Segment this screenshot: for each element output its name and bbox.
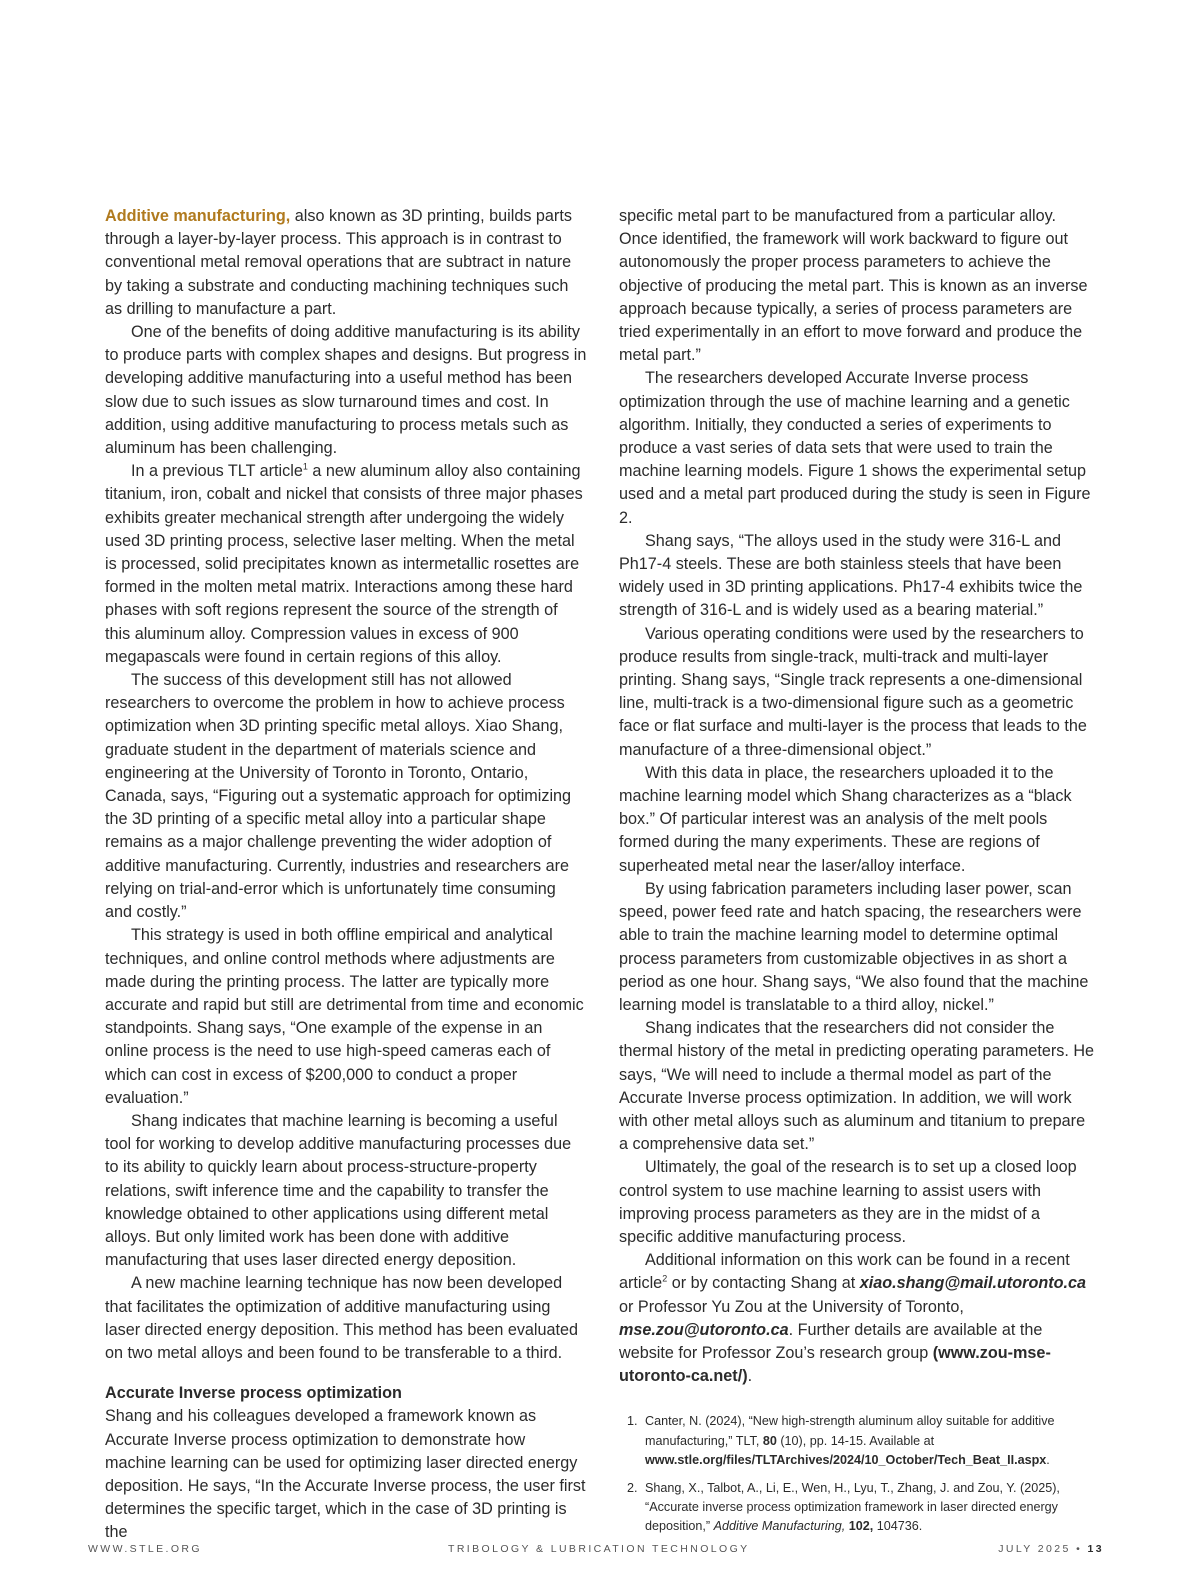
paragraph: specific metal part to be manufactured from a particular alloy. Once identified, the framework will work backward to figure out autonomously the proper process parameters to achieve the objective of producing the metal part. This is known as an inverse approach because typically, a series of process parameters are tried experimentally in an effort to move forward and produce the metal part.” (619, 207, 1088, 365)
paragraph: Shang indicates that the researchers did not consider the thermal history of the metal in predicting operating parameters. He says, “We will need to include a thermal model as part of the Accurate Inverse process optimization. In addition, we will work with other metal alloys such as aluminum and titanium to prepare a comprehensive data set.” (619, 1019, 1095, 1154)
paragraph: A new machine learning technique has now been developed that facilitates the optimization of additive manufacturing using laser directed energy deposition. This method has been evaluated on two metal alloys and been found to be transferable to a third. (105, 1274, 579, 1362)
paragraph: Ultimately, the goal of the research is to set up a closed loop control system to use machine learning to assist users with improving process parameters as they are in the midst of a specific additive manufacturing process. (619, 1158, 1077, 1246)
reference-number: 1. (627, 1414, 638, 1429)
page-footer (88, 1543, 1104, 1557)
paragraph: Various operating conditions were used by the researchers to produce results from single-track, multi-track and multi-layer printing. Shang says, “Single track represents a one-dimensional line, multi-track is a two-dimensional figure such as a geometric face or flat surface and multi-layer is the process that leads to the manufacture of a three-dimensional object.” (619, 624, 1087, 759)
reference-item (619, 1412, 1097, 1470)
paragraph: This strategy is used in both offline empirical and analytical techniques, and online control methods where adjustments are made during the printing process. The latter are typically more accurate and rapid but still are detrimental from time and economic standpoints. Shang says, “One example of the expense in an online process is the need to use high-speed cameras each of which can cost in excess of $200,000 to conduct a proper evaluation.” (105, 926, 584, 1107)
paragraph: Shang and his colleagues developed a framework known as Accurate Inverse process optimization to demonstrate how machine learning can be used for optimizing laser directed energy deposition. He says, “In the Accurate Inverse process, the user first determines the specific target, which in the case of 3D printing is the (105, 1407, 586, 1542)
footer-website: WWW.STLE.ORG (88, 1543, 202, 1555)
reference-item (619, 1479, 1097, 1537)
lead-in-text: Additive manufacturing, (105, 207, 291, 225)
email-link-shang[interactable]: xiao.shang@mail.utoronto.ca (859, 1274, 1087, 1293)
reference-number: 2. (627, 1480, 638, 1495)
footnote-marker: 1 (302, 461, 308, 472)
journal-name: Additive Manufacturing, (713, 1519, 846, 1534)
footnote-marker: 2 (662, 1273, 668, 1284)
references-list (619, 1412, 1097, 1536)
paragraph: By using fabrication parameters including laser power, scan speed, power feed rate and hatch spacing, the researchers were able to train the machine learning model to determine optimal process parameters from customizable objectives in as short a period as one hour. Shang says, “We also found that the machine learning model is translatable to a third alloy, nickel.” (619, 879, 1089, 1014)
paragraph: Shang says, “The alloys used in the study were 316-L and Ph17-4 steels. These are both stainless steels that have been widely used in 3D printing applications. Ph17-4 exhibits twice the strength of 316-L and is widely used as a bearing material.” (619, 531, 1083, 620)
paragraph: Additive manufacturing, also known as 3D printing, builds parts through a layer-by-layer process. This approach is in contrast to conventional metal removal operations that are subtract in nature by taking a substrate and conducting machining techniques such as drilling to manufacture a part. (105, 207, 572, 318)
email-link-zou[interactable]: mse.zou@utoronto.ca (619, 1320, 789, 1339)
paragraph: The researchers developed Accurate Inverse process optimization through the use of machine learning and a genetic algorithm. Initially, they conducted a series of experiments to produce a vast series of data sets that were used to train the machine learning models. Figure 1 shows the experimental setup used and a metal part produced during the study is seen in Figure 2. (619, 369, 1091, 527)
paragraph: The success of this development still has not allowed researchers to overcome the problem in how to achieve process optimization when 3D printing specific metal alloys. Xiao Shang, graduate student in the department of materials science and engineering at the University of Toronto in Toronto, Ontario, Canada, says, “Figuring out a systematic approach for optimizing the 3D printing of a specific metal alloy into a particular shape remains as a major challenge preventing the wider adoption of additive manufacturing. Currently, industries and researchers are relying on trial-and-error which is unfortunately time consuming and costly.” (105, 671, 572, 922)
page-number: 13 (1087, 1543, 1104, 1555)
paragraph: One of the benefits of doing additive manufacturing is its ability to produce parts with complex shapes and designs. But progress in developing additive manufacturing into a useful method has been slow due to such issues as slow turnaround times and cost. In addition, using additive manufacturing to process metals such as aluminum has been challenging. (105, 323, 587, 458)
right-column (619, 205, 1097, 1545)
reference-text: Shang, X., Talbot, A., Li, E., Wen, H., Lyu, T., Zhang, J. and Zou, Y. (2025), “Accurate inverse process optimization framework in laser directed energy deposition,” Additive Manufacturing, 102, 104736. (645, 1480, 1060, 1534)
paragraph: With this data in place, the researchers uploaded it to the machine learning model which Shang characterizes as a “black box.” Of particular interest was an analysis of the melt pools formed during the many experiments. These are regions of superheated metal near the laser/alloy interface. (619, 763, 1072, 875)
paragraph: In a previous TLT article$^1$ a new aluminum alloy also containing titanium, iron, cobalt and nickel that consists of three major phases exhibits greater mechanical strength after undergoing the widely used 3D printing process, selective laser melting. When the metal is processed, solid precipitates known as intermetallic rosettes are formed in the molten metal matrix. Interactions among these hard phases with soft regions represent the source of the strength of this aluminum alloy. Compression values in excess of 900 megapascals were found in certain regions of this alloy. (105, 461, 583, 666)
footer-separator: • (1076, 1543, 1083, 1555)
section-heading: Accurate Inverse process optimization (105, 1384, 402, 1403)
paragraph: Additional information on this work can be found in a recent article$^2$ or by contacting Shang at xiao.shang@mail.utoronto.ca or Professor Yu Zou at the University of Toronto, mse.zou@utoronto.ca. Further details are available at the website for Professor Zou’s research group (www.zou-mse-utoronto-ca.net/). (619, 1251, 1087, 1386)
footer-date: JULY 2025 (998, 1543, 1071, 1555)
reference-link[interactable]: www.stle.org/files/TLTArchives/2024/10_October/Tech_Beat_II.aspx (645, 1453, 1047, 1468)
website-link[interactable]: (www.zou-mse-utoronto-ca.net/) (619, 1343, 1051, 1386)
paragraph: Shang indicates that machine learning is becoming a useful tool for working to develop additive manufacturing processes due to its ability to quickly learn about process-structure-property relations, swift inference time and the capability to transfer the knowledge obtained to other applications using different metal alloys. But only limited work has been done with additive manufacturing that uses laser directed energy deposition. (105, 1111, 572, 1270)
left-column (105, 205, 587, 1545)
footer-publication: TRIBOLOGY & LUBRICATION TECHNOLOGY (448, 1543, 750, 1555)
footer-issue (998, 1543, 1104, 1555)
reference-text: Canter, N. (2024), “New high-strength aluminum alloy suitable for additive manufacturing,” TLT, 80 (10), pp. 14-15. Available at www.stle.org/files/TLTArchives/2024/10_October/Tech_Beat_II.aspx. (645, 1414, 1055, 1468)
